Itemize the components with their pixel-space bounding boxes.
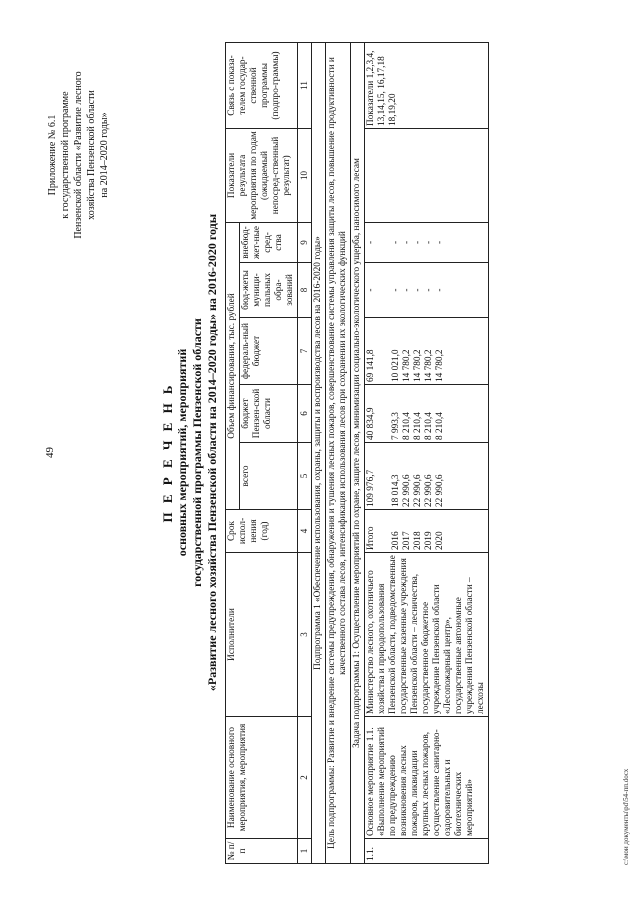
federal-value: 14 780,2	[402, 349, 412, 382]
offbudget-value: -	[435, 240, 445, 245]
page-number: 49	[44, 447, 56, 458]
title-line-3: «Развитие лесного хозяйства Пензенской области на 2014–2020 годы» на 2016-2020 годы	[205, 213, 219, 692]
header-municipal: бюд-жеты муници-пальных обра-зований	[240, 263, 298, 318]
column-number: 10	[298, 128, 312, 222]
subprogram-row	[312, 42, 326, 863]
table-row	[365, 42, 489, 863]
federal-value: 14 780,2	[435, 349, 445, 382]
header-offbudget: внебюд-жет-ные сред-ства	[240, 222, 298, 262]
appendix-line: Пензенской области «Развитие лесного	[73, 71, 84, 239]
executors-part: Пензенской области – лесничества,	[410, 573, 420, 714]
header-name: Наименование основного мероприятия, мероприятия	[226, 717, 298, 839]
subprogram-goal: Цель подпрограммы: Развитие и внедрение системы предупреждения, обнаружения и тушения лесных пожаров, совершенствование системы управления защиты лесов, повышение продуктивности и качественного состава лесов, интенсификация использования лесов при сохранении их экологических функций	[326, 42, 351, 863]
total-value: 109 976,7	[366, 469, 376, 507]
column-number: 3	[298, 553, 312, 717]
offbudget-value: -	[402, 240, 412, 245]
term-value: 2019	[424, 531, 434, 550]
file-path-footer: c:\мои документы\pd\54-пп.docx	[622, 768, 630, 865]
appendix-line: хозяйства Пензенской области	[86, 90, 97, 220]
regional-value: 8 210,4	[424, 412, 434, 440]
regional-value: 40 834,9	[366, 407, 376, 440]
column-number: 2	[298, 717, 312, 839]
term-cell	[365, 510, 489, 553]
federal-value: 14 780,2	[413, 349, 423, 382]
column-number: 5	[298, 443, 312, 510]
term-value: 2016	[391, 531, 401, 550]
municipal-value: -	[424, 288, 434, 292]
regional-value: 8 210,4	[413, 412, 423, 440]
column-number: 6	[298, 385, 312, 443]
title-heading: П Е Р Е Ч Е Н Ь	[160, 382, 175, 523]
appendix-line: Приложение № 6.1	[47, 114, 58, 196]
title-line-2: государственной программы Пензенской области	[190, 318, 204, 587]
municipal-value: -	[435, 288, 445, 292]
title-line-1: основных мероприятий, мероприятий	[175, 348, 189, 557]
program-link-cell: Показатели 1,2,3,4, 13,14,15, 16,17,18 18,19,20	[365, 42, 489, 128]
total-cell	[365, 443, 489, 510]
term-value: 2017	[402, 531, 412, 550]
header-num: № п/п	[226, 839, 298, 864]
term-value: 2018	[413, 531, 423, 550]
federal-value: 10 021,0	[391, 349, 401, 382]
regional-cell	[365, 385, 489, 443]
measure-name: Основное мероприятие 1.1. «Выполнение мероприятий по предупреждению возникновения лесных пожаров, ликвидации крупных лесных пожаров, осуществление санитарно-оздоровительных и биотехнических мероприятий»	[365, 717, 489, 839]
total-value: 18 014,3	[391, 474, 401, 507]
federal-cell	[365, 318, 489, 385]
offbudget-cell	[365, 222, 489, 262]
subprogram-task: Задача подпрограммы 1: Осуществление мероприятий по охране, защите лесов, минимизации социально-экологического ущерба, наносимого лесам	[351, 42, 365, 863]
row-number: 1.1.	[365, 839, 489, 864]
municipal-value: -	[402, 288, 412, 292]
executors-part: Министерство лесного, охотничьего хозяйства и природопользования Пензенской области, подведомственные государственные казенные учреждения	[366, 555, 409, 714]
subprogram-title: Подпрограмма 1 «Обеспечение использования, охраны, защиты и воспроизводства лесов на 2016-2020 годы»	[312, 42, 326, 863]
offbudget-value: -	[366, 240, 376, 245]
measures-table	[225, 42, 489, 864]
column-number: 9	[298, 222, 312, 262]
task-row	[351, 42, 365, 863]
federal-value: 14 780,2	[424, 349, 434, 382]
total-value: 22 990,6	[424, 474, 434, 507]
header-funding: Объем финансирования, тыс. рублей	[226, 222, 240, 509]
offbudget-value: -	[424, 240, 434, 245]
header-federal: федераль-ный бюджет	[240, 318, 298, 385]
offbudget-value: -	[413, 240, 423, 245]
total-value: 22 990,6	[402, 474, 412, 507]
offbudget-value: -	[391, 240, 401, 245]
indicator-cell	[365, 128, 489, 222]
executors-part: государственное бюджетное учреждение Пензенской области «Лесопожарный центр», государственные автономные учреждения Пензенской области – лесхозы	[421, 577, 486, 714]
column-number: 1	[298, 839, 312, 864]
regional-value: 8 210,4	[435, 412, 445, 440]
header-executors: Исполнители	[226, 553, 298, 717]
column-number: 8	[298, 263, 312, 318]
total-value: 22 990,6	[435, 474, 445, 507]
federal-value: 69 141,8	[366, 349, 376, 382]
municipal-value: -	[413, 288, 423, 292]
regional-value: 8 210,4	[402, 412, 412, 440]
goal-row	[326, 42, 351, 863]
appendix-line: к государственной программе	[60, 91, 71, 219]
column-number: 4	[298, 510, 312, 553]
header-indicator: Показатели результата мероприятия по годам (ожидаемый непосред-ственный результат)	[226, 128, 298, 222]
regional-value: 7 993,3	[391, 412, 401, 440]
appendix-line: на 2014–2020 годы»	[99, 112, 110, 198]
column-number: 7	[298, 318, 312, 385]
header-total: всего	[240, 443, 298, 510]
term-value: 2020	[435, 531, 445, 550]
column-number-row	[298, 42, 312, 863]
header-term: Срок испол-нения (год)	[226, 510, 298, 553]
appendix-note	[46, 25, 111, 285]
term-value: Итого	[366, 526, 376, 550]
municipal-cell	[365, 263, 489, 318]
column-number: 11	[298, 42, 312, 128]
municipal-value: -	[391, 288, 401, 292]
measure-executors	[365, 553, 489, 717]
document-title	[160, 40, 220, 865]
header-regional: бюджет Пензен-ской области	[240, 385, 298, 443]
municipal-value: -	[366, 288, 376, 292]
total-value: 22 990,6	[413, 474, 423, 507]
header-row	[226, 42, 240, 863]
header-link: Связь с показа-телем государ-ственной программы (подпро-граммы)	[226, 42, 298, 128]
